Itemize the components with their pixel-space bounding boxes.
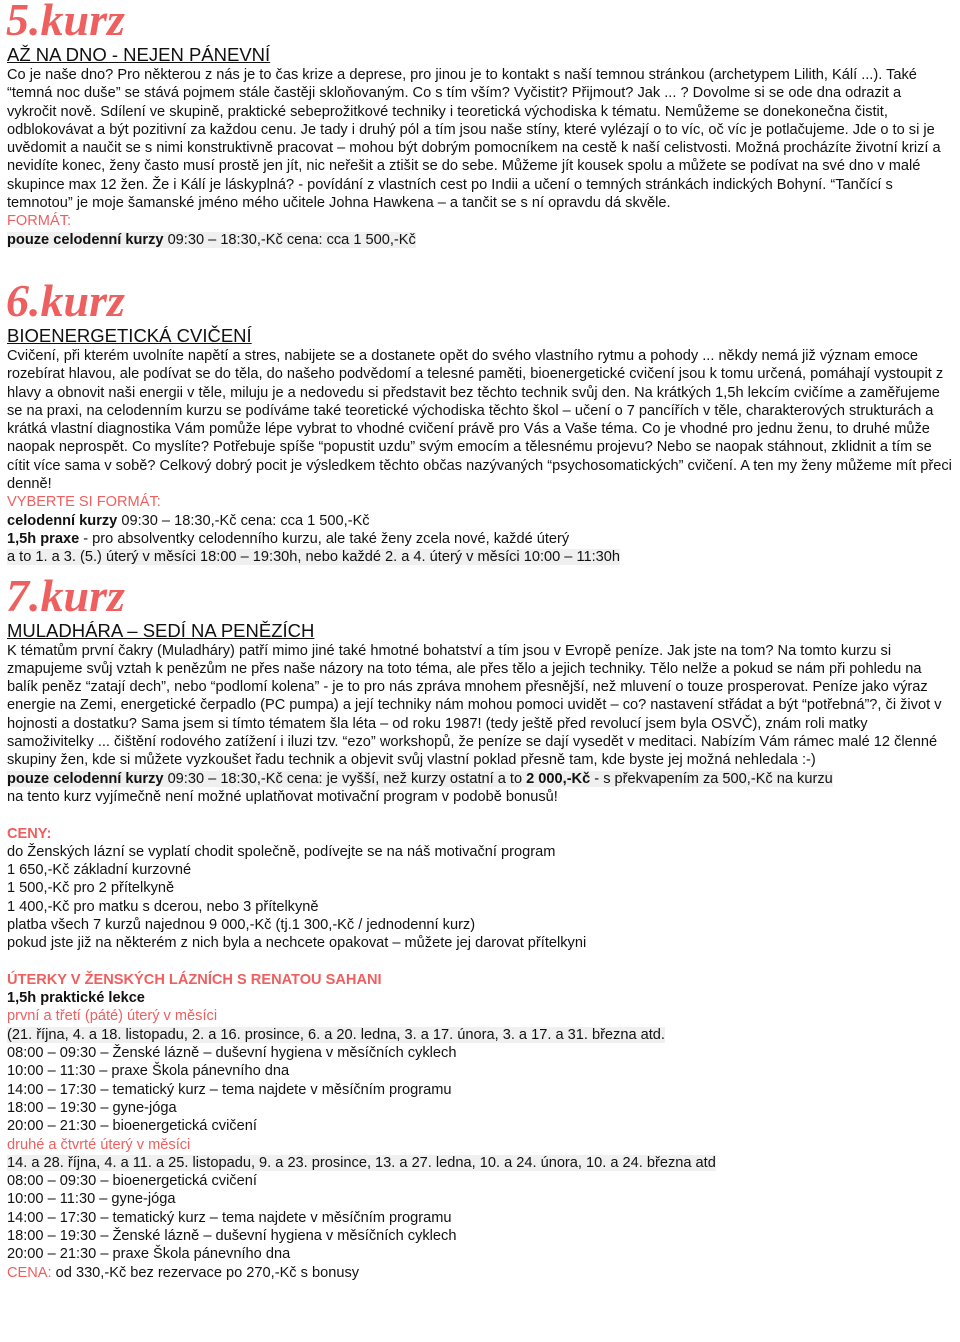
schedule-item: 18:00 – 19:30 – gyne-jóga bbox=[7, 1099, 177, 1116]
schedule-item: 14:00 – 17:30 – tematický kurz – tema najdete v měsíčním programu bbox=[7, 1209, 452, 1226]
schedule-item: 20:00 – 21:30 – praxe Škola pánevního dna bbox=[7, 1246, 291, 1263]
course-5-format-label: FORMÁT: bbox=[7, 213, 72, 230]
course-5-heading: 5.kurz bbox=[6, 0, 125, 45]
tuesdays-group-2-schedule bbox=[6, 1172, 954, 1263]
tuesdays-label: ÚTERKY V ŽENSKÝCH LÁZNÍCH S RENATOU SAHANI bbox=[7, 971, 382, 988]
tuesdays-subtitle: 1,5h praktické lekce bbox=[7, 990, 145, 1007]
course-7-price-extra: - s překvapením za 500,-Kč na kurzu bbox=[590, 770, 833, 787]
course-6-format-1-type: celodenní kurzy bbox=[7, 512, 118, 529]
tuesdays-group-2-dates: 14. a 28. října, 4. a 11. a 25. listopadu, 9. a 23. prosince, 13. a 27. ledna, 10. a 24. února, 10. a 24. března atd bbox=[7, 1154, 716, 1171]
course-6-format-1-details: 09:30 – 18:30,-Kč cena: cca 1 500,-Kč bbox=[117, 512, 370, 529]
course-6-format-2-type: 1,5h praxe bbox=[7, 530, 80, 547]
prices-label: CENY: bbox=[7, 825, 52, 842]
course-7-price-details: 09:30 – 18:30,-Kč cena: je vyšší, než kurzy ostatní a to bbox=[163, 770, 527, 787]
course-6-heading: 6.kurz bbox=[6, 274, 125, 326]
tuesdays-price-text: od 330,-Kč bez rezervace po 270,-Kč s bonusy bbox=[51, 1264, 360, 1281]
course-6-section bbox=[6, 274, 954, 567]
schedule-item: 14:00 – 17:30 – tematický kurz – tema najdete v měsíčním programu bbox=[7, 1081, 452, 1098]
tuesdays-section bbox=[6, 971, 954, 1282]
tuesdays-group-1-schedule bbox=[6, 1044, 954, 1135]
course-5-format bbox=[7, 231, 954, 249]
price-line: pokud jste již na některém z nich byla a nechcete opakovat – můžete jej darovat přítelkyni bbox=[7, 935, 587, 952]
course-6-format-1 bbox=[7, 512, 954, 530]
course-7-price-amount: 2 000,-Kč bbox=[526, 770, 591, 787]
course-6-format-2-schedule: a to 1. a 3. (5.) úterý v měsíci 18:00 – 19:30h, nebo každé 2. a 4. úterý v měsíci 10:00 – 11:30h bbox=[7, 549, 621, 566]
course-7-price bbox=[7, 770, 954, 788]
course-6-format-label: VYBERTE SI FORMÁT: bbox=[7, 494, 161, 511]
tuesdays-group-1-label: první a třetí (páté) úterý v měsíci bbox=[7, 1008, 218, 1025]
tuesdays-price-label: CENA: bbox=[7, 1264, 52, 1281]
price-line: 1 500,-Kč pro 2 přítelkyně bbox=[7, 880, 175, 897]
course-5-description: Co je naše dno? Pro některou z nás je to čas krize a deprese, pro jinou je to kontakt s naší temnou stránkou (archetypem Lilith, Kálí ...). Také “temná noc duše” se stává pojmem stále častěji skloňovaným. Co s tím vším? Vyčistit? Přijmout? Jak ... ? Dovolme si se ode dna odrazit a vykročit nově. Sdílení ve skupině, praktické sebeprožitkové techniky i teoretická východiska k tématu. Nemůžeme se donekonečna čistit, odblokovávat a být pozitivní za každou cenu. Je tady i druhý pól a tím jsou naše stíny, které vylézají o to víc, oč víc je potlačujeme. Jde o to si je uvědomit a naučit se s nimi konstruktivně pracovat – mohou být dobrým pomocníkem na cestě k naší celistvosti. Možná procházíte životní krizí a nevidíte konec, ženy často musí prostě jen jít, nic neřešit a ztišit se do sebe. Můžeme jít kousek spolu a můžete se podívat na své dno v malé skupince max 12 žen. Že i Kálí je láskyplná? - povídání z vlastních cest po Indii a učení o temných stránkách indických Bohyní. “Tančící s temnotou” je moje šamanské jméno mého učitele Johna Hawkena – a tančit se s ní opravdu dá skvěle. bbox=[7, 67, 941, 212]
course-7-section bbox=[6, 569, 954, 807]
schedule-item: 20:00 – 21:30 – bioenergetická cvičení bbox=[7, 1118, 257, 1135]
price-list bbox=[6, 843, 954, 953]
schedule-item: 08:00 – 09:30 – Ženské lázně – duševní hygiena v měsíčních cyklech bbox=[7, 1045, 457, 1062]
spacer bbox=[6, 806, 954, 824]
schedule-item: 18:00 – 19:30 – Ženské lázně – duševní hygiena v měsíčních cyklech bbox=[7, 1228, 457, 1245]
course-5-format-details: 09:30 – 18:30,-Kč cena: cca 1 500,-Kč bbox=[163, 231, 416, 248]
price-line: 1 400,-Kč pro matku s dcerou, nebo 3 přítelkyně bbox=[7, 898, 319, 915]
price-line: 1 650,-Kč základní kurzovné bbox=[7, 862, 192, 879]
course-7-price-type: pouze celodenní kurzy bbox=[7, 770, 164, 787]
course-5-title: AŽ NA DNO - NEJEN PÁNEVNÍ bbox=[7, 44, 271, 65]
schedule-item: 08:00 – 09:30 – bioenergetická cvičení bbox=[7, 1173, 257, 1190]
course-7-note: na tento kurz vyjímečně není možné uplatňovat motivační program v podobě bonusů! bbox=[7, 788, 558, 805]
course-7-heading: 7.kurz bbox=[6, 569, 125, 621]
course-5-format-type: pouze celodenní kurzy bbox=[7, 231, 164, 248]
price-line: platba všech 7 kurzů najednou 9 000,-Kč (tj.1 300,-Kč / jednodenní kurz) bbox=[7, 916, 476, 933]
price-line: do Ženských lázní se vyplatí chodit společně, podívejte se na náš motivační program bbox=[7, 843, 556, 860]
prices-section bbox=[6, 825, 954, 953]
course-7-description: K tématům první čakry (Muladháry) patří mimo jiné také hmotné bohatství a tím jsou v Evropě peníze. Jak jste na tom? Na tomto kurzu si zmapujeme svůj vztah k penězům ne přes naše názory na toto téma, ale přes tělo a jejich techniky. Tělo nelže a pokud se nám při pohledu na balík peněz “zatají dech”, nebo “podlomí kolena” - je to pro nás zpráva mnohem přesnější, než mluvení o touze prosperovat. Peníze jako výraz energie na Zemi, energetické čerpadlo (PC pumpa) a její techniky nám mohou pomoci uvidět – co? nastavení střádat a být “potřebná”?, či život v hojnosti a dostatku? Sama jsem si tímto tématem šla léta – od roku 1987! (tedy ještě před revolucí jsem byla OSVČ), znám roli matky samoživitelky ... čištění rodového zatížení i iluzi tzv. “ezo” workshopů, že peníze se dají vysedět v meditaci. Nabízím Vám rámec malé 12 členné skupiny žen, kde si můžete vyzkoušet řadu technik a objevit svůj vlastní poklad přesně tam, kde byste jej možná nehledala :-) bbox=[7, 642, 942, 769]
course-7-title: MULADHÁRA – SEDÍ NA PENĚZÍCH bbox=[7, 619, 315, 641]
course-6-format-2-details: - pro absolventky celodenního kurzu, ale také ženy zcela nové, každé úterý bbox=[79, 530, 570, 547]
tuesdays-group-1-dates: (21. října, 4. a 18. listopadu, 2. a 16. prosince, 6. a 20. ledna, 3. a 17. února, 3. a 17. a 31. března atd. bbox=[7, 1026, 665, 1043]
course-6-title: BIOENERGETICKÁ CVIČENÍ bbox=[7, 324, 252, 346]
tuesdays-price bbox=[7, 1264, 954, 1282]
spacer bbox=[6, 953, 954, 971]
tuesdays-group-2-label: druhé a čtvrté úterý v měsíci bbox=[7, 1136, 191, 1153]
course-5-section bbox=[6, 0, 954, 249]
schedule-item: 10:00 – 11:30 – praxe Škola pánevního dna bbox=[7, 1063, 290, 1080]
schedule-item: 10:00 – 11:30 – gyne-jóga bbox=[7, 1191, 176, 1208]
course-6-description: Cvičení, při kterém uvolníte napětí a stres, nabijete se a dostanete opět do svého vlastního rytmu a pohody ... někdy nemá již význam emoce rozebírat hlavou, ale podívat se do těla, do našeho podvědomí a telesné paměti, bioenergetické cvičení jsou k tomu určená, pomáhají vystoupit z hlavy a obnovit naši energii v těle, miluju je a nedovedu si představit bez těchto technik svůj den. Na krátkých 1,5h lekcím cvičíme a zaměřujeme se na praxi, na celodenním kurzu se podíváme také teoretické východiska těchto škol – učení o 7 pancířích v těle, charakterových strukturách a krátká vlastní diagnostika Vám pomůže lépe vybrat to vhodné cvičení právě pro Vás a Vaše téma. Co je vhodné pro jednu ženu, to druhé může naopak neprospět. Co myslíte? Potřebuje spíše “popustit uzdu” svým emocím a tělesnému projevu? Nebo se naopak stáhnout, zklidnit a tím se cítit více sama v sobě? Celkový dobrý pocit je výsledkem těchto občas nazývaných “psychosomatických” cvičení. A ten my ženy můžeme mít přeci denně! bbox=[7, 347, 952, 493]
course-6-format-2 bbox=[7, 530, 954, 548]
